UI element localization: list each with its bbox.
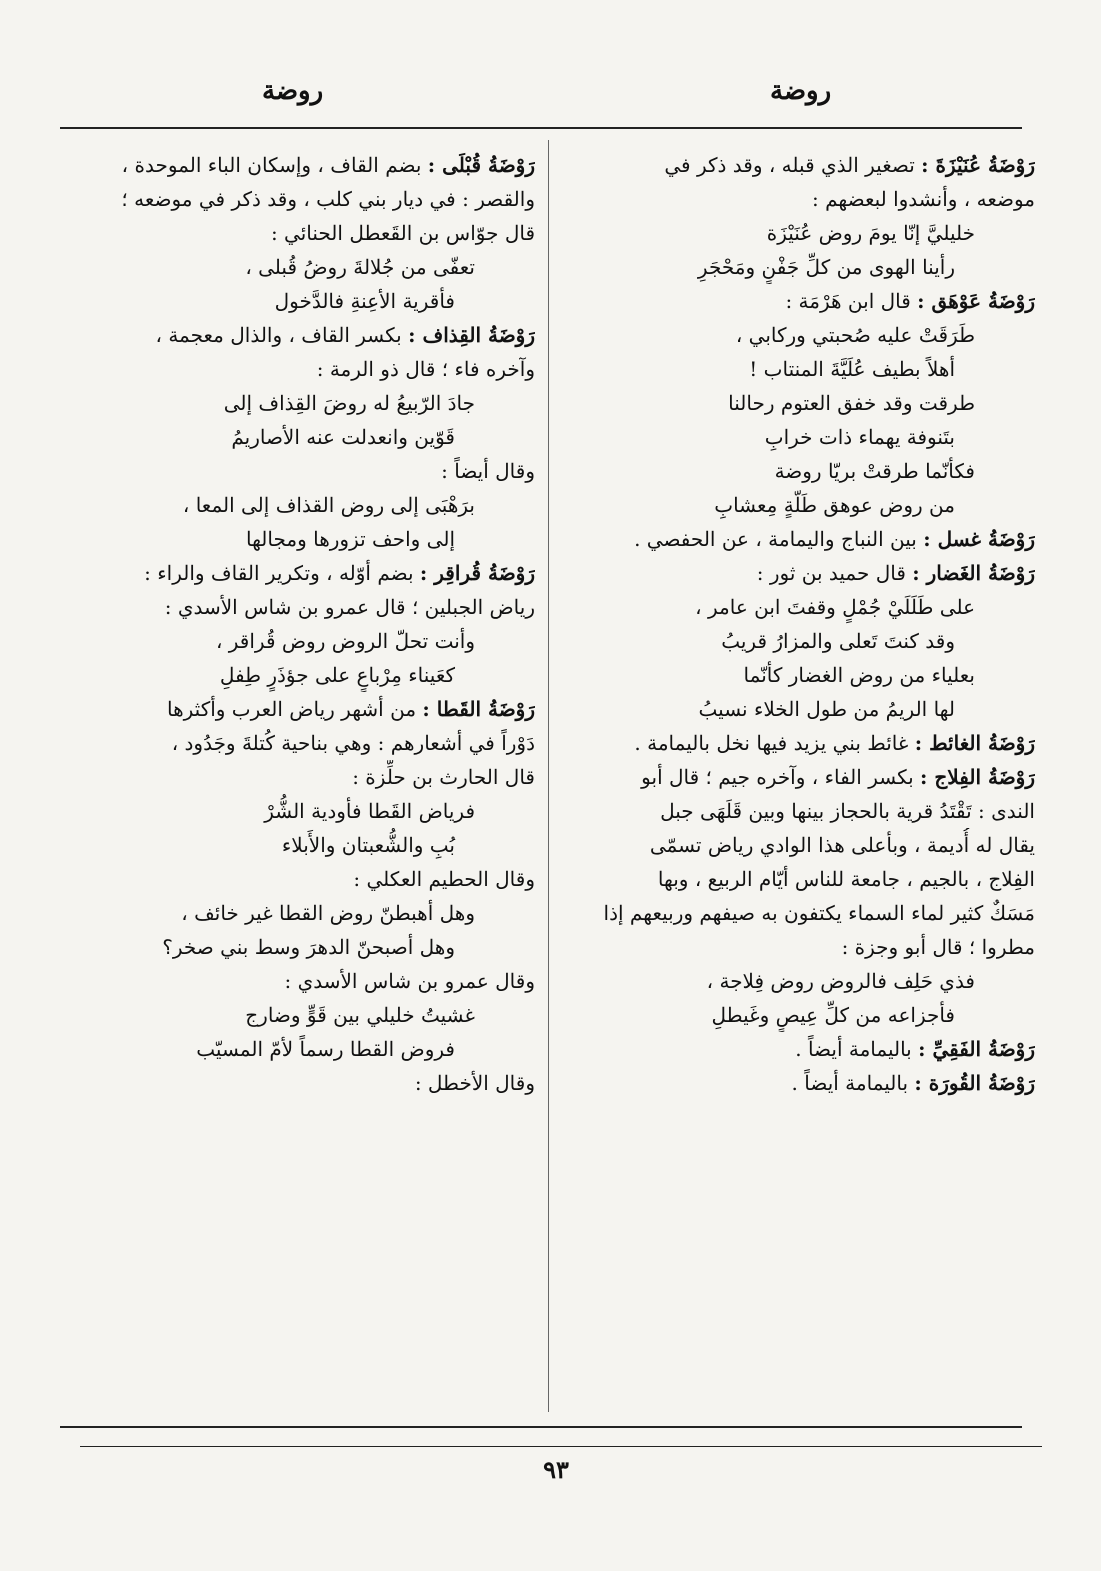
verse-line: فذي حَلِف فالروض روض فِلاجة ، <box>706 969 975 993</box>
entry-headword: رَوْضَةُ القُورَة : <box>914 1071 1035 1095</box>
text-line: وآخره فاء ؛ قال ذو الرمة : <box>316 357 535 381</box>
verse-line: قَوّين وانعدلت عنه الأصاريمُ <box>231 425 455 449</box>
verse-line: خليليَّ إنّا يومَ روض عُنَيْزَة <box>766 221 975 245</box>
entry-text: من أشهر رياض العرب وأكثرها <box>166 697 417 721</box>
verse-line: وأنت تحلّ الروض روض قُراقر ، <box>215 629 475 653</box>
entry-line <box>575 760 1035 794</box>
text-line: وقال أيضاً : <box>441 459 535 483</box>
entry-text: بضم القاف ، وإسكان الباء الموحدة ، <box>121 153 422 177</box>
entry-text: قال حميد بن ثور : <box>756 561 906 585</box>
text-line: يقال له أُديمة ، وبأعلى هذا الوادي رياض تسمّى <box>649 833 1035 857</box>
verse-line: لها الريمُ من طول الخلاء نسيبُ <box>698 697 955 721</box>
verse-line: إلى واحف تزورها ومجالها <box>245 527 455 551</box>
footer-rule-thin <box>80 1446 1042 1447</box>
verse-line: طرقت وقد خفق العتوم رحالنا <box>728 391 975 415</box>
header-rule <box>60 127 1022 129</box>
entry-text: تصغير الذي قبله ، وقد ذكر في <box>664 153 915 177</box>
verse-line: غشيتُ خليلي بين قَوٍّ وضارج <box>245 1003 475 1027</box>
verse-line: على طَلَلَيْ جُمْلٍ وقفتَ ابن عامر ، <box>695 595 975 619</box>
entry-text: بكسر الفاء ، وآخره جيم ؛ قال أبو <box>641 765 914 789</box>
entry-text: بضم أوّله ، وتكرير القاف والراء : <box>144 561 414 585</box>
verse-line: وهل أهبطنّ روض القطا غير خائف ، <box>181 901 475 925</box>
entry-text: باليمامة أيضاً . <box>791 1071 909 1095</box>
entry-line <box>575 148 1035 182</box>
entry-line <box>575 284 1035 318</box>
verse-line: برَهْبَى إلى روض القذاف إلى المعا ، <box>182 493 475 517</box>
verse-line: كعَيناء مِرْباعٍ على جؤذَرٍ طِفلِ <box>219 663 455 687</box>
footer-rule <box>60 1426 1022 1428</box>
verse-line: بتَنوفة يهماء ذات خرابِ <box>764 425 955 449</box>
text-line: مَسَكٌ كثير لماء السماء يكتفون به صيفهم وربيعهم إذا <box>603 901 1035 925</box>
text-line: دَوْراً في أشعارهم : وهي بناحية كُتلةَ وجَدُود ، <box>171 731 535 755</box>
page-header <box>0 76 1101 126</box>
text-line: وقال عمرو بن شاس الأسدي : <box>284 969 535 993</box>
entry-headword: رَوْضَةُ عُنَيْزَةَ : <box>921 153 1035 177</box>
entry-line <box>575 522 1035 556</box>
entry-headword: رَوْضَةُ قُراقِر : <box>419 561 535 585</box>
entry-line <box>65 148 535 182</box>
text-line: موضعه ، وأنشدوا لبعضهم : <box>811 187 1035 211</box>
verse-line: وهل أصبحنّ الدهرَ وسط بني صخر؟ <box>162 935 455 959</box>
entry-line <box>575 1032 1035 1066</box>
running-head-left: روضة <box>262 76 324 106</box>
verse-line: بُبِ والشُّعبتان والأَبلاء <box>281 833 455 857</box>
text-line: الفِلاج ، بالجيم ، جامعة للناس أيّام الربيع ، وبها <box>657 867 1035 891</box>
verse-line: فأقرية الأعِنةِ فالدَّخول <box>274 289 455 313</box>
entry-headword: رَوْضَةُ الغَضار : <box>912 561 1035 585</box>
text-line: وقال الحطيم العكلي : <box>353 867 535 891</box>
text-line: مطروا ؛ قال أبو وجزة : <box>841 935 1035 959</box>
entry-headword: رَوْضَةُ القَطا : <box>422 697 535 721</box>
entry-line <box>575 726 1035 760</box>
text-line: رياض الجبلين ؛ قال عمرو بن شاس الأسدي : <box>164 595 535 619</box>
verse-line: فأجزاعه من كلِّ عِيصٍ وغَيطلِ <box>711 1003 955 1027</box>
verse-line: تعفّى من جُلالةَ روضُ قُبلى ، <box>245 255 475 279</box>
page-number: ٩٣ <box>543 1455 569 1484</box>
entry-text: باليمامة أيضاً . <box>795 1037 912 1061</box>
verse-line: رأينا الهوى من كلِّ جَفْنٍ ومَحْجَرِ <box>697 255 955 279</box>
text-line: قال جوّاس بن القَعطل الحنائي : <box>270 221 535 245</box>
verse-line: وقد كنتَ تَعلى والمزارُ قريبُ <box>721 629 955 653</box>
entry-line <box>65 692 535 726</box>
entry-line <box>575 556 1035 590</box>
left-column <box>65 148 535 1418</box>
entry-headword: رَوْضَةُ القِذاف : <box>408 323 535 347</box>
verse-line: أهلاً بطيف عُلَيَّةَ المنتاب ! <box>749 357 955 381</box>
running-head-right: روضة <box>770 76 832 106</box>
verse-line: بعلياء من روض الغضار كأنّما <box>743 663 975 687</box>
entry-headword: رَوْضَةُ قُبْلَى : <box>427 153 535 177</box>
entry-text: بين النباج واليمامة ، عن الحفصي . <box>634 527 917 551</box>
verse-line: فرياض القَطا فأودية الشُّرْ <box>264 799 475 823</box>
verse-line: طَرَقَتْ عليه صُحبتي وركابي ، <box>735 323 975 347</box>
entry-headword: رَوْضَةُ الفَقِيِّ : <box>918 1037 1035 1061</box>
text-line: الندى : تَقْتَدُ قرية بالحجاز بينها وبين قَلَهَى جبل <box>660 799 1035 823</box>
text-line: والقصر : في ديار بني كلب ، وقد ذكر في موضعه ؛ <box>121 187 535 211</box>
entry-text: قال ابن هَرْمَة : <box>785 289 911 313</box>
right-column <box>575 148 1035 1418</box>
entry-headword: رَوْضَةُ غسل : <box>923 527 1035 551</box>
entry-headword: رَوْضَةُ الغائط : <box>914 731 1035 755</box>
verse-line: جادَ الرّبيعُ له روضَ القِذاف إلى <box>223 391 475 415</box>
verse-line: فكأنّما طرقتْ بريّا روضة <box>774 459 975 483</box>
verse-line: من روض عوهق طَلّةٍ مِعشابِ <box>714 493 955 517</box>
entry-text: غائط بني يزيد فيها نخل باليمامة . <box>634 731 909 755</box>
entry-headword: رَوْضَةُ عَوْهَق : <box>917 289 1035 313</box>
entry-line <box>65 556 535 590</box>
verse-line: فروض القطا رسماً لأمّ المسيّب <box>196 1037 455 1061</box>
entry-line <box>575 1066 1035 1100</box>
text-line: قال الحارث بن حلِّزة : <box>352 765 535 789</box>
entry-headword: رَوْضَةُ الفِلاج : <box>920 765 1035 789</box>
text-line: وقال الأخطل : <box>414 1071 535 1095</box>
column-divider <box>548 140 549 1412</box>
entry-line <box>65 318 535 352</box>
entry-text: بكسر القاف ، والذال معجمة ، <box>155 323 402 347</box>
